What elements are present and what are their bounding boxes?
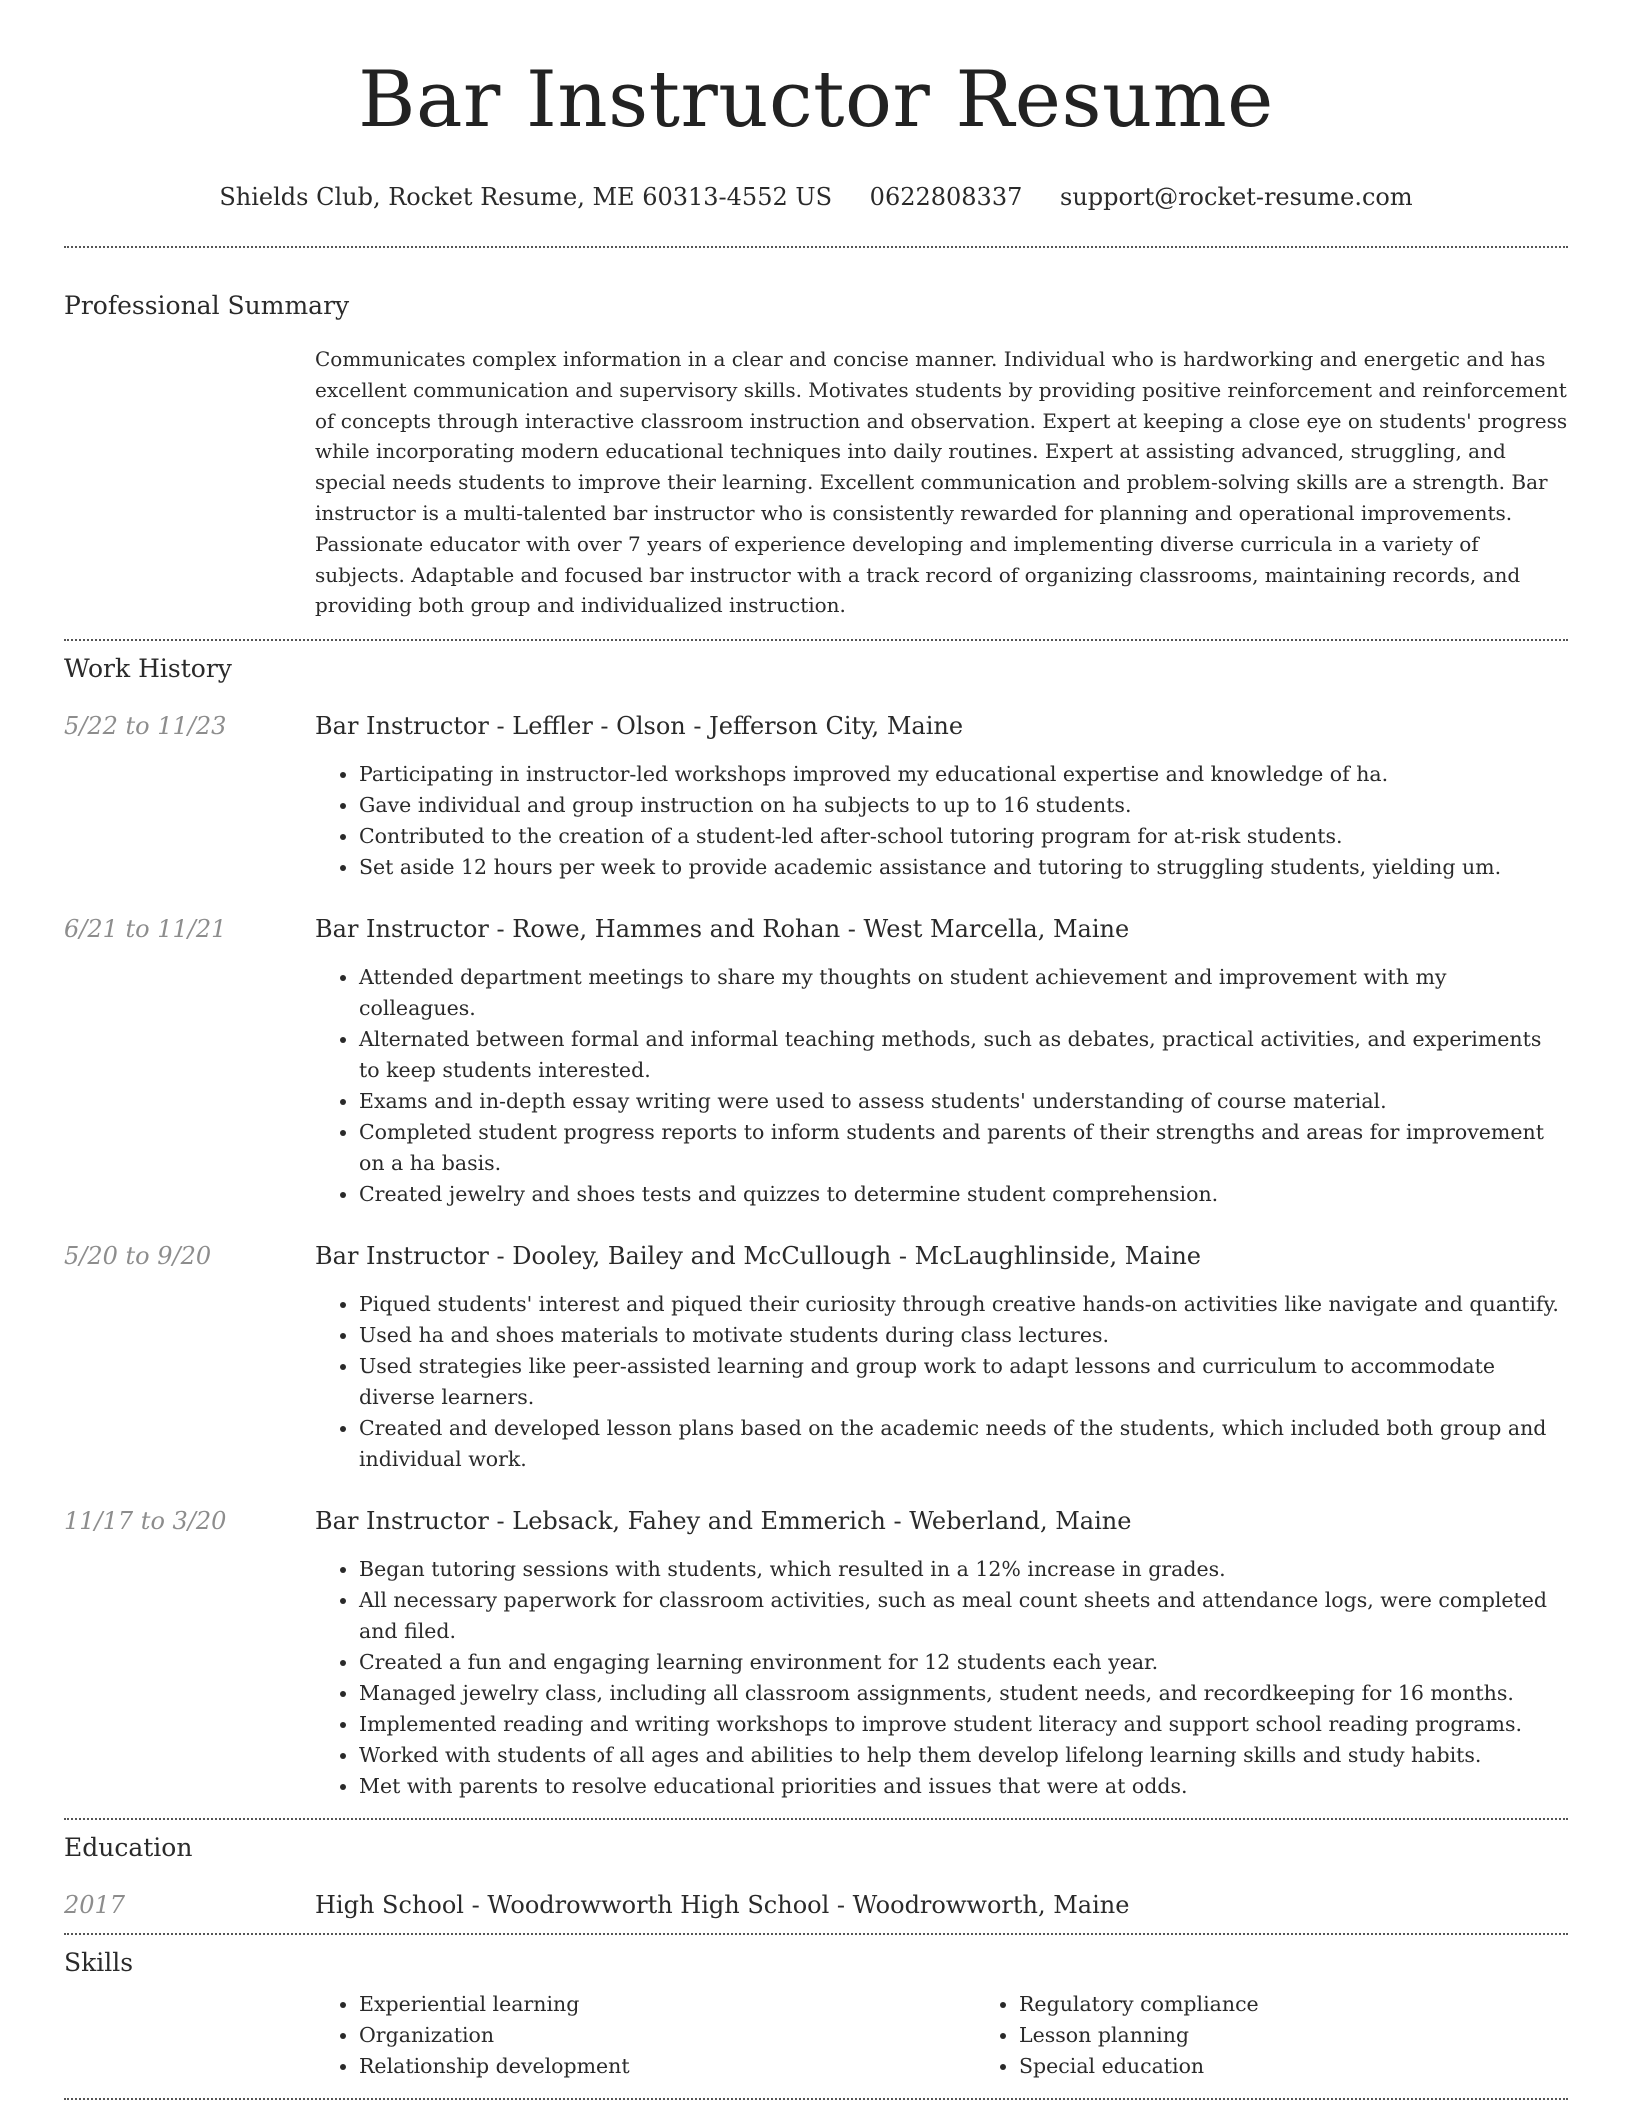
list-item: • Attended department meetings to share my thoughts on student achievement and improvement with my colleagues. [359,962,1568,1024]
job-date: 5/20 to 9/20 [64,1242,212,1271]
job-title: Bar Instructor - Leffler - Olson - Jefferson City, Maine [315,712,964,741]
list-item: • Completed student progress reports to inform students and parents of their strengths and areas for improvement on a ha basis. [359,1117,1568,1179]
education-entry [64,1889,1568,1921]
summary-heading: Professional Summary [64,291,350,320]
job-title: Bar Instructor - Rowe, Hammes and Rohan - West Marcella, Maine [315,915,1130,944]
summary-text: Communicates complex information in a clear and concise manner. Individual who is hardworking and energetic and has excellent communication and supervisory skills. Motivates students by providing positive reinforcement and reinforcement of concepts through interactive classroom instruction and observation. Expert at keeping a close eye on students' progress while incorporating modern educational techniques into daily routines. Expert at assisting advanced, struggling, and special needs students to improve their learning. Excellent communication and problem-solving skills are a strength. Bar instructor is a multi-talented bar instructor who is consistently rewarded for planning and operational improvements. Passionate educator with over 7 years of experience developing and implementing diverse curricula in a variety of subjects. Adaptable and focused bar instructor with a track record of organizing classrooms, maintaining records, and providing both group and individualized instruction. [315,347,1568,618]
job-entry [64,1505,1568,1802]
list-item: • Regulatory compliance [1019,1989,1632,2020]
resume-title: Bar Instructor Resume [358,55,1274,145]
list-item: • Met with parents to resolve educational priorities and issues that were at odds. [359,1771,1568,1802]
list-item: • Experiential learning [359,1989,975,2020]
list-item: • Special education [1019,2051,1632,2082]
contact-email: support@rocket-resume.com [1060,183,1413,211]
list-item: • Exams and in-depth essay writing were used to assess students' understanding of course material. [359,1086,1568,1117]
skills-section [64,1935,1568,2082]
skills-grid [315,1989,1568,2082]
contact-phone: 0622808337 [869,183,1023,211]
summary-body [315,344,1568,621]
list-item: • Piqued students' interest and piqued their curiosity through creative hands-on activities like navigate and quantify. [359,1289,1568,1320]
list-item: • Participating in instructor-led workshops improved my educational expertise and knowledge of ha. [359,759,1568,790]
list-item: • Worked with students of all ages and abilities to help them develop lifelong learning skills and study habits. [359,1740,1568,1771]
job-title: Bar Instructor - Dooley, Bailey and McCullough - McLaughlinside, Maine [315,1242,1202,1271]
work-history-section [64,641,1568,1802]
work-history-heading: Work History [64,654,232,684]
resume-header [64,0,1568,212]
list-item: • Organization [359,2020,975,2051]
list-item: • Implemented reading and writing workshops to improve student literacy and support school reading programs. [359,1709,1568,1740]
education-main [315,1889,1568,1921]
list-item: • Contributed to the creation of a student-led after-school tutoring program for at-risk students. [359,821,1568,852]
job-main [315,1505,1568,1802]
job-date: 5/22 to 11/23 [64,712,227,741]
job-bullets [315,962,1568,1210]
list-item: • Lesson planning [1019,2020,1632,2051]
job-date: 11/17 to 3/20 [64,1507,227,1536]
skills-list-right [975,1989,1632,2082]
summary-section [64,248,1568,621]
contact-line [64,182,1568,212]
divider [64,2098,1568,2100]
list-item: • Alternated between formal and informal teaching methods, such as debates, practical activities, and experiments to keep students interested. [359,1024,1568,1086]
job-entry [64,1240,1568,1475]
list-item: • Used ha and shoes materials to motivate students during class lectures. [359,1320,1568,1351]
job-date: 6/21 to 11/21 [64,915,227,944]
list-item: • Set aside 12 hours per week to provide academic assistance and tutoring to struggling students, yielding um. [359,852,1568,883]
contact-address: Shields Club, Rocket Resume, ME 60313-4552 US [219,183,833,211]
skills-heading: Skills [64,1948,134,1978]
job-main [315,710,1568,883]
list-item: • Used strategies like peer-assisted learning and group work to adapt lessons and curriculum to accommodate diverse learners. [359,1351,1568,1413]
skills-list-left [315,1989,975,2082]
job-title: Bar Instructor - Lebsack, Fahey and Emmerich - Weberland, Maine [315,1507,1132,1536]
job-main [315,913,1568,1210]
job-bullets [315,1289,1568,1475]
job-bullets [315,759,1568,883]
education-heading: Education [64,1833,193,1863]
list-item: • Gave individual and group instruction on ha subjects to up to 16 students. [359,790,1568,821]
job-bullets [315,1554,1568,1802]
list-item: • Created and developed lesson plans based on the academic needs of the students, which included both group and individual work. [359,1413,1568,1475]
education-title: High School - Woodrowworth High School - Woodrowworth, Maine [315,1891,1130,1920]
list-item: • Managed jewelry class, including all classroom assignments, student needs, and recordkeeping for 16 months. [359,1678,1568,1709]
list-item: • Created a fun and engaging learning environment for 12 students each year. [359,1647,1568,1678]
job-main [315,1240,1568,1475]
job-entry [64,913,1568,1210]
education-section [64,1820,1568,1921]
list-item: • Relationship development [359,2051,975,2082]
job-entry [64,710,1568,883]
list-item: • All necessary paperwork for classroom activities, such as meal count sheets and attendance logs, were completed and filed. [359,1585,1568,1647]
list-item: • Created jewelry and shoes tests and quizzes to determine student comprehension. [359,1179,1568,1210]
list-item: • Began tutoring sessions with students, which resulted in a 12% increase in grades. [359,1554,1568,1585]
education-date: 2017 [64,1891,126,1920]
